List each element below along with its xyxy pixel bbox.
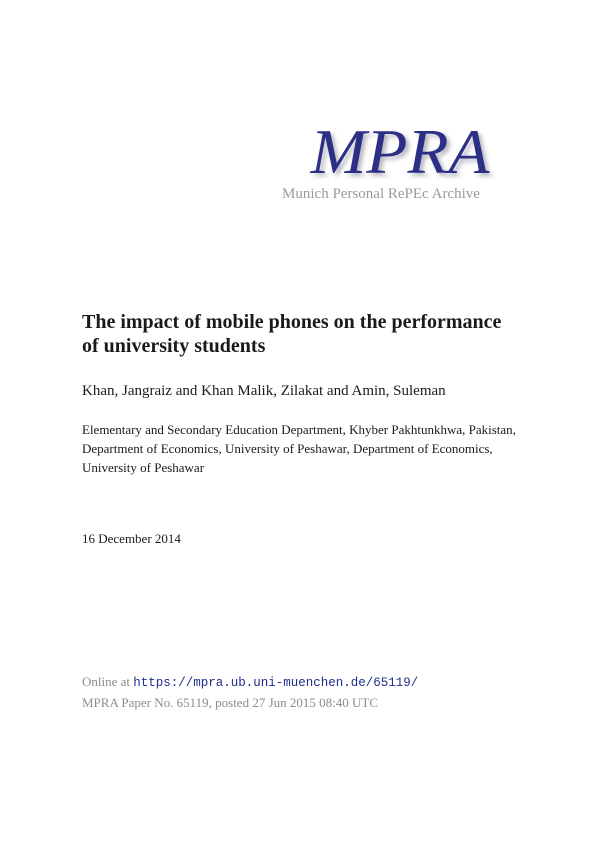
logo-wordmark: MPRA bbox=[310, 116, 490, 187]
online-prefix: Online at bbox=[82, 674, 131, 689]
online-line bbox=[82, 672, 562, 693]
paper-date: 16 December 2014 bbox=[82, 531, 181, 546]
mpra-logo bbox=[280, 116, 520, 203]
footer bbox=[82, 672, 562, 712]
paper-affiliation: Elementary and Secondary Education Department, Khyber Pakhtunkhwa, Pakistan, Department of Economics, University of Peshawar, Department of Economics, University of Peshawar bbox=[82, 422, 516, 475]
paper-info: MPRA Paper No. 65119, posted 27 Jun 2015 08:40 UTC bbox=[82, 695, 378, 710]
paper-url-link[interactable]: https://mpra.ub.uni-muenchen.de/65119/ bbox=[133, 676, 419, 690]
paper-authors: Khan, Jangraiz and Khan Malik, Zilakat and Amin, Suleman bbox=[82, 383, 446, 399]
logo-subtitle: Munich Personal RePEc Archive bbox=[282, 186, 480, 202]
paper-title: The impact of mobile phones on the performance of university students bbox=[82, 311, 502, 357]
